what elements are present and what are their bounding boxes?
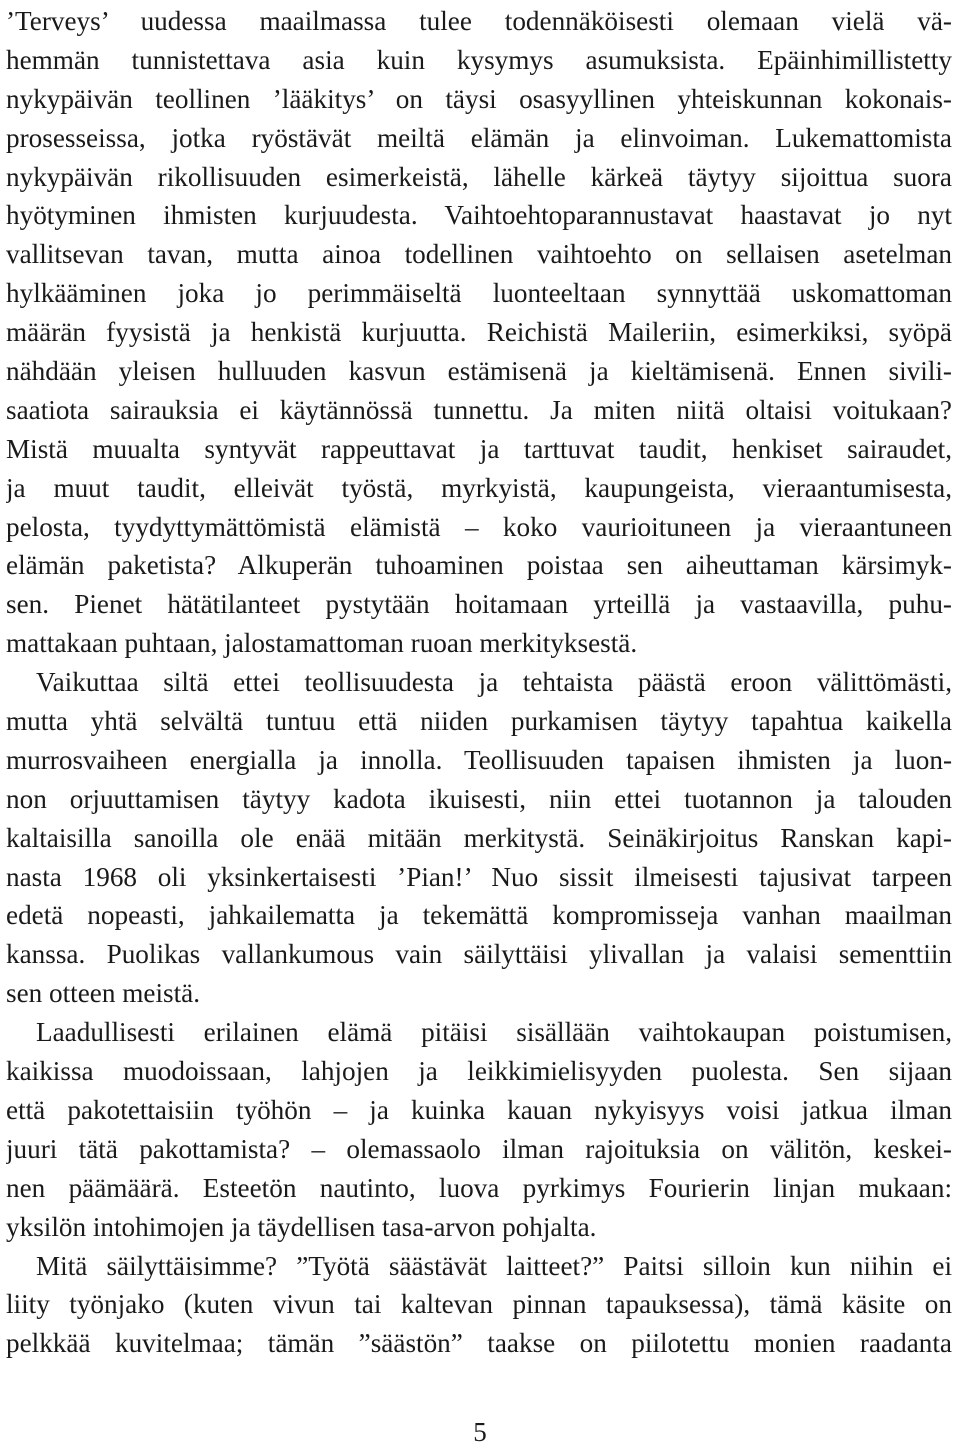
text-line: nykypäivän teollinen ’lääkitys’ on täysi osasyyllinen yhteiskunnan kokonais- — [6, 83, 952, 114]
text-line: kaltaisilla sanoilla ole enää mitään merkitystä. Seinäkirjoitus Ranskan kapi- — [6, 822, 952, 853]
text-line: nähdään yleisen hulluuden kasvun estämisenä ja kieltämisenä. Ennen sivili- — [6, 356, 952, 387]
text-line: hemmän tunnistettava asia kuin kysymys asumuksista. Epäinhimillistetty — [6, 44, 952, 75]
text-line: elämän paketista? Alkuperän tuhoaminen poistaa sen aiheuttaman kärsimyk- — [6, 550, 952, 581]
text-line: murrosvaiheen energialla ja innolla. Teollisuuden tapaisen ihmisten ja luon- — [6, 744, 952, 775]
text-line: määrän fyysistä ja henkistä kurjuutta. Reichistä Maileriin, esimerkiksi, syöpä — [6, 317, 952, 348]
text-line: ja muut taudit, elleivät työstä, myrkyistä, kaupungeista, vieraantumisesta, — [6, 472, 952, 503]
text-line: kaikissa muodoissaan, lahjojen ja leikkimielisyyden puolesta. Sen sijaan — [6, 1056, 952, 1087]
text-line: pelkkää kuvitelmaa; tämän ”säästön” taakse on piilotettu monien raadanta — [6, 1328, 952, 1359]
text-line: nen päämäärä. Esteetön nautinto, luova pyrkimys Fourierin linjan mukaan: — [6, 1172, 952, 1203]
text-line: liity työnjako (kuten vivun tai kaltevan pinnan tapauksessa), tämä käsite on — [6, 1289, 952, 1320]
text-line: edetä nopeasti, jahkailematta ja tekemättä kompromisseja vanhan maailman — [6, 900, 952, 931]
text-line: mutta yhtä selvältä tuntuu että niiden purkamisen täytyy tapahtua kaikella — [6, 706, 952, 737]
text-line: Mitä säilyttäisimme? ”Työtä säästävät laitteet?” Paitsi silloin kun niihin ei — [36, 1250, 952, 1281]
text-line: hyötyminen ihmisten kurjuudesta. Vaihtoehtoparannustavat haastavat jo nyt — [6, 200, 952, 231]
text-line: hylkääminen joka jo perimmäiseltä luonteeltaan synnyttää uskomattoman — [6, 278, 952, 309]
text-line: että pakotettaisiin työhön – ja kuinka kauan nykyisyys voisi jatkua ilman — [6, 1094, 952, 1125]
text-line: prosesseissa, jotka ryöstävät meiltä elämän ja elinvoiman. Lukemattomista — [6, 122, 952, 153]
text-line: kanssa. Puolikas vallankumous vain säilyttäisi ylivallan ja valaisi sementtiin — [6, 939, 952, 970]
text-line: vallitsevan tavan, mutta ainoa todellinen vaihtoehto on sellaisen asetelman — [6, 239, 952, 270]
text-line: non orjuuttamisen täytyy kadota ikuisesti, niin ettei tuotannon ja talouden — [6, 783, 952, 814]
body-text — [6, 2, 952, 1363]
text-line: pelosta, tyydyttymättömistä elämistä – koko vaurioituneen ja vieraantuneen — [6, 511, 952, 542]
text-line: Mistä muualta syntyvät rappeuttavat ja tarttuvat taudit, henkiset sairaudet, — [6, 433, 952, 464]
text-line: Laadullisesti erilainen elämä pitäisi sisällään vaihtokaupan poistumisen, — [36, 1017, 952, 1048]
text-line: nasta 1968 oli yksinkertaisesti ’Pian!’ Nuo sissit ilmeisesti tajusivat tarpeen — [6, 861, 952, 892]
text-line: sen otteen meistä. — [6, 978, 201, 1009]
text-line: nykypäivän rikollisuuden esimerkeistä, lähelle kärkeä täytyy sijoittua suora — [6, 161, 952, 192]
text-line: juuri tätä pakottamista? – olemassaolo ilman rajoituksia on välitön, keskei- — [6, 1133, 952, 1164]
text-line: mattakaan puhtaan, jalostamattoman ruoan merkityksestä. — [6, 628, 638, 659]
page-number: 5 — [473, 1417, 487, 1447]
text-line: yksilön intohimojen ja täydellisen tasa-arvon pohjalta. — [6, 1211, 597, 1242]
text-line: saatiota sairauksia ei käytännössä tunnettu. Ja miten niitä oltaisi voitukaan? — [6, 394, 952, 425]
text-line: ’Terveys’ uudessa maailmassa tulee todennäköisesti olemaan vielä vä- — [6, 6, 952, 36]
text-line: Vaikuttaa siltä ettei teollisuudesta ja tehtaista päästä eroon välittömästi, — [36, 667, 952, 698]
text-line: sen. Pienet hätätilanteet pystytään hoitamaan yrteillä ja vastaavilla, puhu- — [6, 589, 952, 620]
